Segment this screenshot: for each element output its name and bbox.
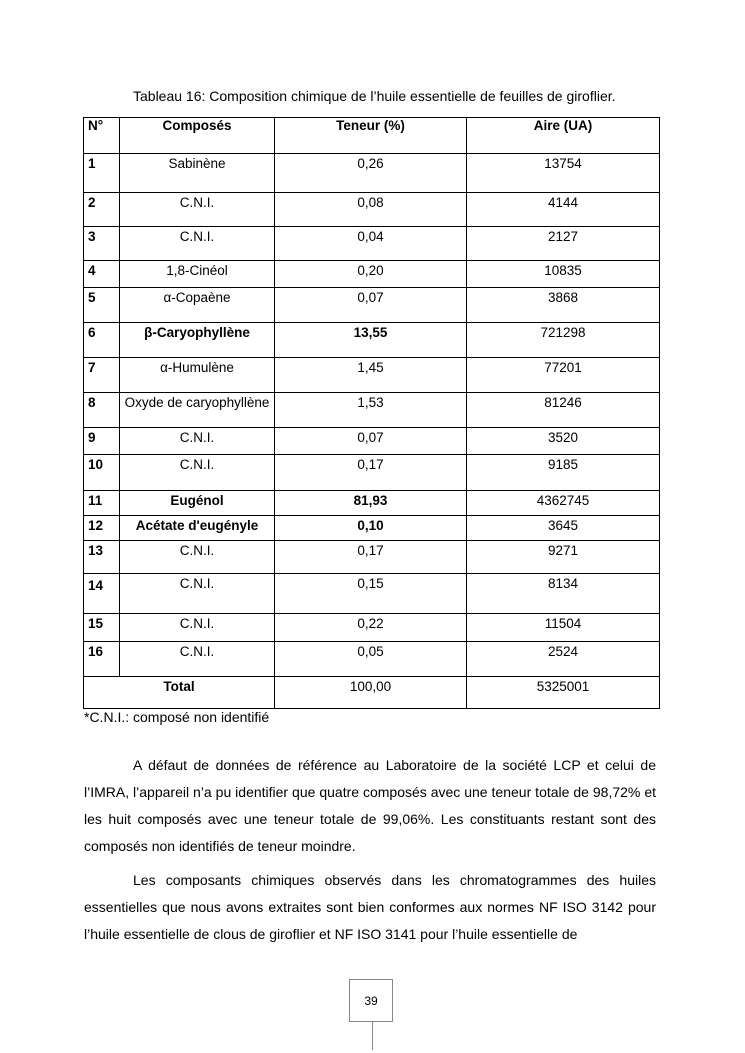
row-number: 8 xyxy=(84,393,120,428)
row-compound: Sabinène xyxy=(120,154,275,193)
row-content: 0,20 xyxy=(275,261,467,288)
row-area: 4144 xyxy=(467,193,660,227)
row-content: 0,04 xyxy=(275,227,467,261)
table-row xyxy=(84,516,660,541)
row-number: 11 xyxy=(84,491,120,516)
row-content: 0,17 xyxy=(275,455,467,491)
row-compound: β-Caryophyllène xyxy=(120,323,275,358)
table-row xyxy=(84,154,660,193)
total-area: 5325001 xyxy=(467,677,660,709)
row-content: 0,17 xyxy=(275,541,467,574)
row-area: 77201 xyxy=(467,358,660,393)
row-compound: 1,8-Cinéol xyxy=(120,261,275,288)
page-number: 39 xyxy=(349,979,393,1022)
table-row xyxy=(84,614,660,642)
table-footnote: *C.N.I.: composé non identifié xyxy=(84,709,270,725)
row-compound: α-Copaène xyxy=(120,288,275,323)
row-compound: Eugénol xyxy=(120,491,275,516)
row-area: 3645 xyxy=(467,516,660,541)
table-row xyxy=(84,323,660,358)
table-row xyxy=(84,358,660,393)
header-compound: Composés xyxy=(120,118,275,154)
row-content: 0,07 xyxy=(275,428,467,455)
total-content: 100,00 xyxy=(275,677,467,709)
header-number: N° xyxy=(84,118,120,154)
table-row xyxy=(84,261,660,288)
table-row xyxy=(84,393,660,428)
header-area: Aire (UA) xyxy=(467,118,660,154)
row-area: 721298 xyxy=(467,323,660,358)
table-row xyxy=(84,227,660,261)
row-number: 13 xyxy=(84,541,120,574)
row-number: 3 xyxy=(84,227,120,261)
row-content: 1,53 xyxy=(275,393,467,428)
row-compound: C.N.I. xyxy=(120,642,275,677)
row-content: 0,22 xyxy=(275,614,467,642)
row-compound: α-Humulène xyxy=(120,358,275,393)
row-compound: C.N.I. xyxy=(120,455,275,491)
row-compound: C.N.I. xyxy=(120,193,275,227)
body-paragraph-2: Les composants chimiques observés dans les chromatogrammes des huiles essentielles que nous avons extraites sont bien conformes aux normes NF ISO 3142 pour l’huile essentielle de clous de giroflier et NF ISO 3141 pour l’huile essentielle de xyxy=(84,872,656,942)
row-area: 9271 xyxy=(467,541,660,574)
row-number: 4 xyxy=(84,261,120,288)
row-area: 10835 xyxy=(467,261,660,288)
row-compound: C.N.I. xyxy=(120,541,275,574)
row-content: 13,55 xyxy=(275,323,467,358)
total-label: Total xyxy=(84,677,275,709)
row-area: 11504 xyxy=(467,614,660,642)
row-compound: Acétate d'eugényle xyxy=(120,516,275,541)
row-content: 0,05 xyxy=(275,642,467,677)
row-number: 6 xyxy=(84,323,120,358)
row-content: 0,07 xyxy=(275,288,467,323)
row-compound: C.N.I. xyxy=(120,227,275,261)
table-row xyxy=(84,541,660,574)
row-area: 13754 xyxy=(467,154,660,193)
row-number: 2 xyxy=(84,193,120,227)
row-number: 9 xyxy=(84,428,120,455)
row-area: 9185 xyxy=(467,455,660,491)
row-number: 1 xyxy=(84,154,120,193)
table-row xyxy=(84,574,660,614)
table-row xyxy=(84,491,660,516)
table-row xyxy=(84,428,660,455)
row-area: 8134 xyxy=(467,574,660,614)
row-area: 3868 xyxy=(467,288,660,323)
row-area: 81246 xyxy=(467,393,660,428)
table-caption: Tableau 16: Composition chimique de l’huile essentielle de feuilles de giroflier. xyxy=(133,88,616,104)
table-header-row xyxy=(84,118,660,154)
composition-table xyxy=(83,117,660,709)
table-row xyxy=(84,642,660,677)
row-content: 81,93 xyxy=(275,491,467,516)
table-total-row xyxy=(84,677,660,709)
row-content: 0,15 xyxy=(275,574,467,614)
row-content: 1,45 xyxy=(275,358,467,393)
row-compound: C.N.I. xyxy=(120,574,275,614)
body-paragraph-1: A défaut de données de référence au Laboratoire de la société LCP et celui de l’IMRA, l’appareil n’a pu identifier que quatre composés avec une teneur totale de 98,72% et les huit composés avec une teneur totale de 99,06%. Les constituants restant sont des composés non identifiés de teneur moindre. xyxy=(84,757,656,854)
row-content: 0,08 xyxy=(275,193,467,227)
row-number: 10 xyxy=(84,455,120,491)
row-number: 12 xyxy=(84,516,120,541)
row-content: 0,26 xyxy=(275,154,467,193)
row-compound: C.N.I. xyxy=(120,428,275,455)
header-content: Teneur (%) xyxy=(275,118,467,154)
row-number: 14 xyxy=(84,574,120,614)
row-number: 7 xyxy=(84,358,120,393)
row-area: 2127 xyxy=(467,227,660,261)
row-area: 3520 xyxy=(467,428,660,455)
row-area: 2524 xyxy=(467,642,660,677)
page-number-line xyxy=(372,1022,373,1050)
row-content: 0,10 xyxy=(275,516,467,541)
row-number: 15 xyxy=(84,614,120,642)
row-compound: Oxyde de caryophyllène xyxy=(120,393,275,428)
row-area: 4362745 xyxy=(467,491,660,516)
row-compound: C.N.I. xyxy=(120,614,275,642)
row-number: 16 xyxy=(84,642,120,677)
table-row xyxy=(84,193,660,227)
table-row xyxy=(84,455,660,491)
row-number: 5 xyxy=(84,288,120,323)
table-row xyxy=(84,288,660,323)
